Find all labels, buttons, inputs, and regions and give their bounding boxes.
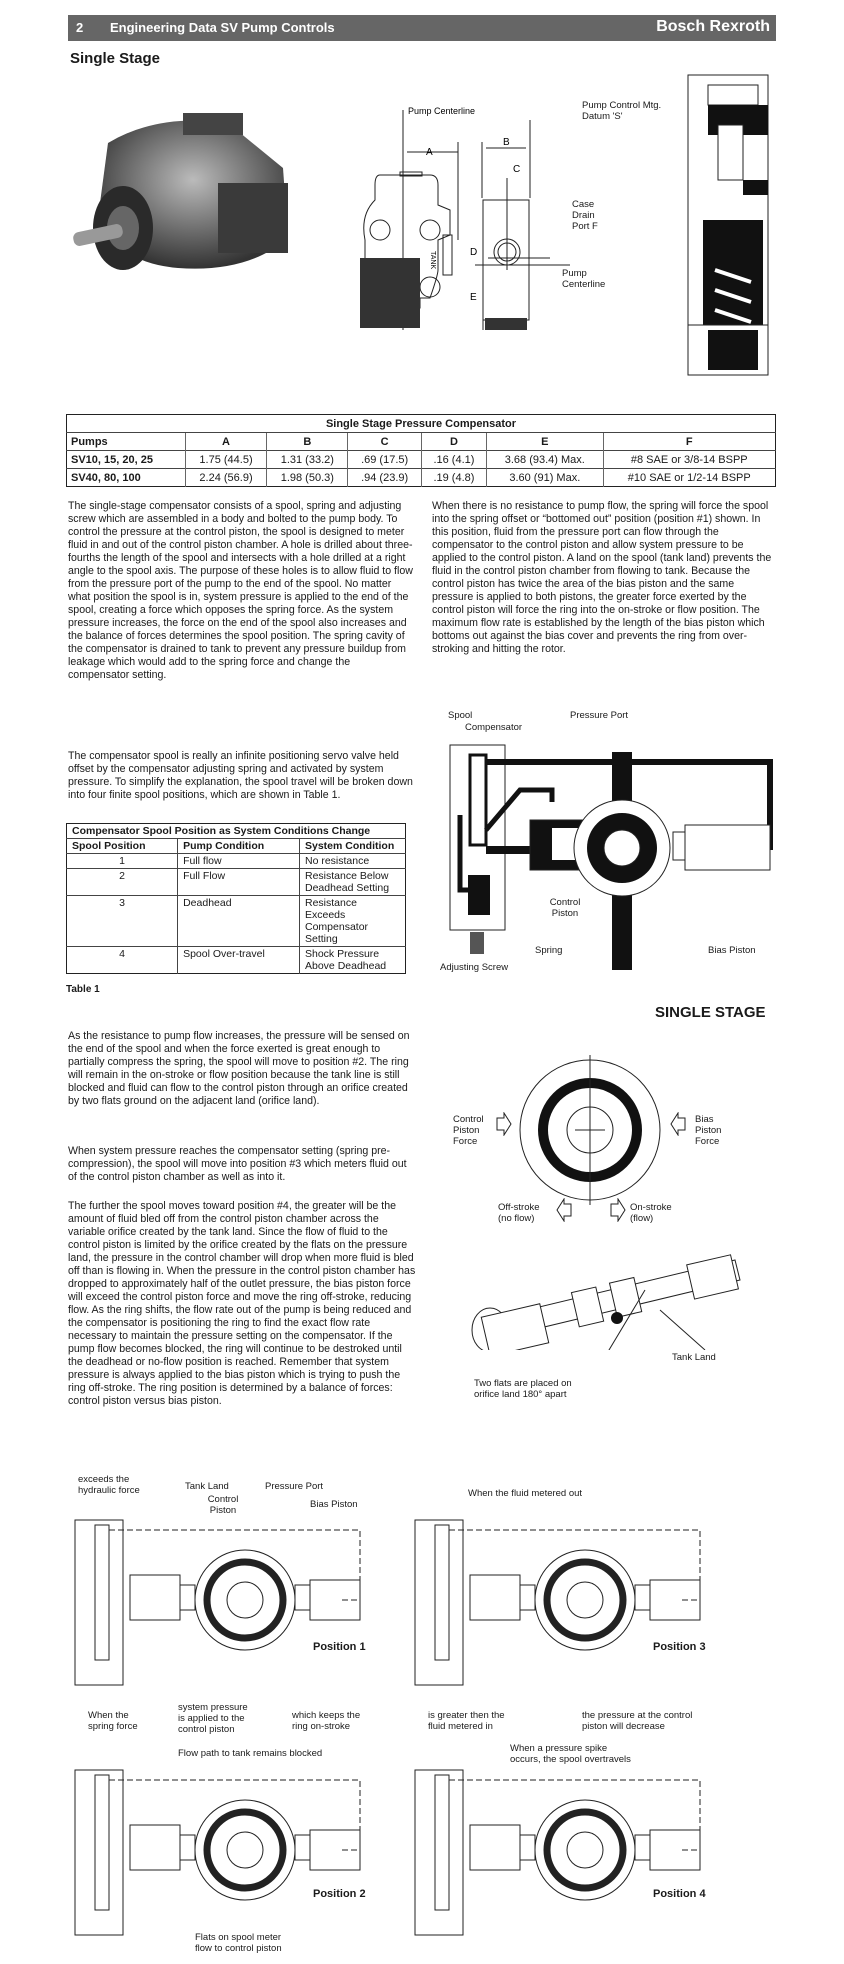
table-row xyxy=(67,854,406,869)
cell: Full Flow xyxy=(178,869,300,896)
right-arrow-icon xyxy=(496,1112,512,1136)
position-3-diagram xyxy=(410,1510,730,1690)
p1-bias-piston: Bias Piston xyxy=(310,1499,358,1510)
cell: Spool Over-travel xyxy=(178,947,300,974)
paragraph-6: The further the spool moves toward position #4, the greater will be the amount of fluid bled off from the control piston chamber across the variable orifice created by the tank land. Since the flow of fluid to the control piston is limited by the orifice created by the flats on the pressure land, the pressure in the control chamber will drop when more fluid is bled off than is flowing in. When the pressure in the control piston chamber has dropped to approximately half of the outlet pressure, the bias piston force will exceed the control piston force and move the ring off-stroke, reducing flow. As the ring shifts, the flow rate out of the pump is being reduced and the compensator is positioning the ring to find the exact flow rate necessary to maintain the pressure setting on the compensator. If the pump flow becomes blocked, the ring will continue to be destroked until the deadhead or no-flow position is reached. Remember that system pressure is always applied to the bias piston which is trying to push the ring off-stroke. The ring position is determined by a balance of forces: control piston versus bias piston. xyxy=(68,1200,416,1407)
cell: 2.24 (56.9) xyxy=(185,469,266,487)
flats-note: Two flats are placed on orifice land 180° apart xyxy=(474,1378,572,1400)
position-4-title: Position 4 xyxy=(653,1888,706,1900)
paragraph-1: The single-stage compensator consists of a spool, spring and adjusting screw which are assembled in a body and bolted to the pump body. To control the pressure at the control piston, the spool is designed to meter fluid in and out of the control piston chamber. A hole is drilled about three-fourths the length of the spool and intersects with a hole drilled at a right angle to the spool axis. The purpose of these holes is to allow fluid to flow from the pressure port of the pump to the end of the spool. No matter what position the spool is in, system pressure is applied to the end of the spool, creating a force which opposes the spring force. As the system pressure increases, the force on the end of the spool also increases and the balance of forces determines the spool position. The spring cavity of the compensator is drained to tank to prevent any pressure buildup from leakage which would add to the spring force and change the compensator setting. xyxy=(68,500,413,681)
compensator-label: Compensator xyxy=(465,722,523,733)
bias-piston-label: Bias Piston xyxy=(708,945,756,956)
pressure-port-label: Pressure Port xyxy=(570,710,629,721)
cell: SV40, 80, 100 xyxy=(67,469,186,487)
cell: 1 xyxy=(67,854,178,869)
off-stroke-label: Off-stroke (no flow) xyxy=(498,1202,540,1224)
cell: Deadhead xyxy=(178,896,300,947)
dim-d: D xyxy=(470,247,478,258)
position-1-diagram xyxy=(70,1510,390,1690)
cell: 2 xyxy=(67,869,178,896)
col-header: Spool Position xyxy=(67,839,178,854)
col-header: D xyxy=(421,433,486,451)
cell: 3.60 (91) Max. xyxy=(487,469,603,487)
control-force-label: Control Piston Force xyxy=(453,1114,484,1147)
table-row xyxy=(67,869,406,896)
table-row xyxy=(67,947,406,974)
adjuster-knob-side xyxy=(485,318,527,330)
dim-e: E xyxy=(470,292,477,303)
dim-a: A xyxy=(426,147,433,158)
p2-note-bottom: Flats on spool meter flow to control piston xyxy=(195,1932,282,1954)
p3-note-2: is greater then the fluid metered in xyxy=(428,1710,505,1732)
p4-note-top: When a pressure spike occurs, the spool overtravels xyxy=(510,1743,631,1765)
single-stage-heading: SINGLE STAGE xyxy=(655,1004,766,1021)
paragraph-3: When there is no resistance to pump flow, the spring will force the spool into the spring offset or “bottomed out” position (position #1) shown. In this position, fluid from the pressure port can flow through the compensator to the control piston and allow system pressure to be applied to the control piston. A land on the spool (tank land) prevents the fluid in the control piston chamber from flowing to tank. Because the control piston has twice the area of the bias piston and the same pressure is applied to both pistons, the greater force exerted by the control piston will force the ring into the on-stroke or flow position. The maximum flow rate is established by the length of the bias piston which bottoms out against the bias cover and prevents the ring from over-stroking and hitting the rotor. xyxy=(432,500,772,655)
cell: .19 (4.8) xyxy=(421,469,486,487)
table-header-row xyxy=(67,433,776,451)
table-row xyxy=(67,469,776,487)
brand-name: Bosch Rexroth xyxy=(656,18,770,35)
position-4-diagram xyxy=(410,1760,730,1940)
cell: SV10, 15, 20, 25 xyxy=(67,451,186,469)
page-header xyxy=(68,15,776,41)
case-drain-label: Case Drain Port F xyxy=(572,199,598,232)
col-header: Pumps xyxy=(67,433,186,451)
cell: 3.68 (93.4) Max. xyxy=(487,451,603,469)
p1-tank-land: Tank Land xyxy=(185,1481,229,1492)
pump-photo xyxy=(68,88,308,278)
p3-note-3: the pressure at the control piston will decrease xyxy=(582,1710,693,1732)
p1-note-1: When the spring force xyxy=(88,1710,138,1732)
cell: 4 xyxy=(67,947,178,974)
col-header: Pump Condition xyxy=(178,839,300,854)
p3-note-1: When the fluid metered out xyxy=(468,1488,583,1499)
p1-note-4: which keeps the ring on-stroke xyxy=(292,1710,361,1732)
col-header: System Condition xyxy=(300,839,406,854)
cell: #8 SAE or 3/8-14 BSPP xyxy=(603,451,775,469)
paragraph-4: As the resistance to pump flow increases, the pressure will be sensed on the end of the spool and when the force exerted is great enough to partially compress the spring, the spool will move to position #2. The ring will remain in the on-stroke or flow position because the tank line is still blocked and fluid can flow to the control piston through an orifice created by two flats ground on the adjacent land (orifice land). xyxy=(68,1030,410,1107)
dim-c: C xyxy=(513,164,521,175)
col-header: B xyxy=(267,433,348,451)
tank-land-label: Tank Land xyxy=(672,1352,716,1363)
cell: Resistance Below Deadhead Setting xyxy=(300,869,406,896)
p2-note-top: Flow path to tank remains blocked xyxy=(178,1748,323,1759)
on-stroke-label: On-stroke (flow) xyxy=(630,1202,672,1224)
compensator-block xyxy=(218,183,288,253)
cell: .94 (23.9) xyxy=(348,469,421,487)
spool-drawing xyxy=(465,1240,765,1350)
cell: 1.98 (50.3) xyxy=(267,469,348,487)
cell: .69 (17.5) xyxy=(348,451,421,469)
col-header: A xyxy=(185,433,266,451)
compensator-cross-section xyxy=(683,70,778,380)
position-3-title: Position 3 xyxy=(653,1641,706,1653)
table-label: Table 1 xyxy=(66,984,100,995)
pump-centerline-label: Pump Centerline xyxy=(408,106,476,116)
spool-label: Spool xyxy=(448,710,473,721)
table-caption: Compensator Spool Position as System Conditions Change xyxy=(72,825,371,837)
left-arrow-icon xyxy=(556,1198,572,1222)
datum-label: Pump Control Mtg. Datum 'S' xyxy=(582,100,662,122)
compensator-schematic xyxy=(430,700,780,970)
dimension-table xyxy=(66,414,776,487)
table-caption: Single Stage Pressure Compensator xyxy=(325,417,517,430)
cell: No resistance xyxy=(300,854,406,869)
col-header: C xyxy=(348,433,421,451)
spool-position-table xyxy=(66,823,406,974)
dim-b: B xyxy=(503,137,510,148)
left-arrow-icon xyxy=(670,1112,686,1136)
adjusting-screw-label: Adjusting Screw xyxy=(440,962,509,973)
adjuster-knob-front xyxy=(360,258,420,328)
cell: Full flow xyxy=(178,854,300,869)
cell: 1.31 (33.2) xyxy=(267,451,348,469)
control-piston-label: Control Piston xyxy=(549,897,581,919)
ring-diagram xyxy=(510,1055,690,1205)
position-2-title: Position 2 xyxy=(313,1888,366,1900)
cell: 1.75 (44.5) xyxy=(185,451,266,469)
p1-note-3: system pressure is applied to the control piston xyxy=(178,1702,248,1735)
spring-label: Spring xyxy=(535,945,563,956)
cell: 3 xyxy=(67,896,178,947)
table-row xyxy=(67,896,406,947)
cell: #10 SAE or 1/2-14 BSPP xyxy=(603,469,775,487)
right-arrow-icon xyxy=(610,1198,626,1222)
cell: .16 (4.1) xyxy=(421,451,486,469)
table-row xyxy=(67,451,776,469)
p1-note-2: exceeds the hydraulic force xyxy=(78,1474,140,1496)
p1-control-piston: Control Piston xyxy=(207,1494,239,1516)
pump-centerline-label-2: Pump Centerline xyxy=(562,268,606,290)
cell: Resistance Exceeds Compensator Setting xyxy=(300,896,406,947)
page-number: 2 xyxy=(76,20,84,35)
col-header: F xyxy=(603,433,775,451)
paragraph-2: The compensator spool is really an infinite positioning servo valve held offset by the compensator adjusting spring and activated by system pressure. To simplify the explanation, the spool travel will be broken down into four finite spool positions, which are shown in Table 1. xyxy=(68,750,413,801)
tank-label: TANK xyxy=(429,251,436,270)
position-1-title: Position 1 xyxy=(313,1641,366,1653)
cell: Shock Pressure Above Deadhead xyxy=(300,947,406,974)
p1-pressure-port: Pressure Port xyxy=(265,1481,324,1492)
paragraph-5: When system pressure reaches the compensator setting (spring pre-compression), the spool will move into position #3 which meters fluid out of the control piston chamber as well as into it. xyxy=(68,1145,407,1183)
document-title: Engineering Data SV Pump Controls xyxy=(110,20,335,35)
section-title: Single Stage xyxy=(70,50,161,67)
col-header: E xyxy=(487,433,603,451)
bias-force-label: Bias Piston Force xyxy=(695,1114,722,1147)
position-2-diagram xyxy=(70,1760,390,1940)
